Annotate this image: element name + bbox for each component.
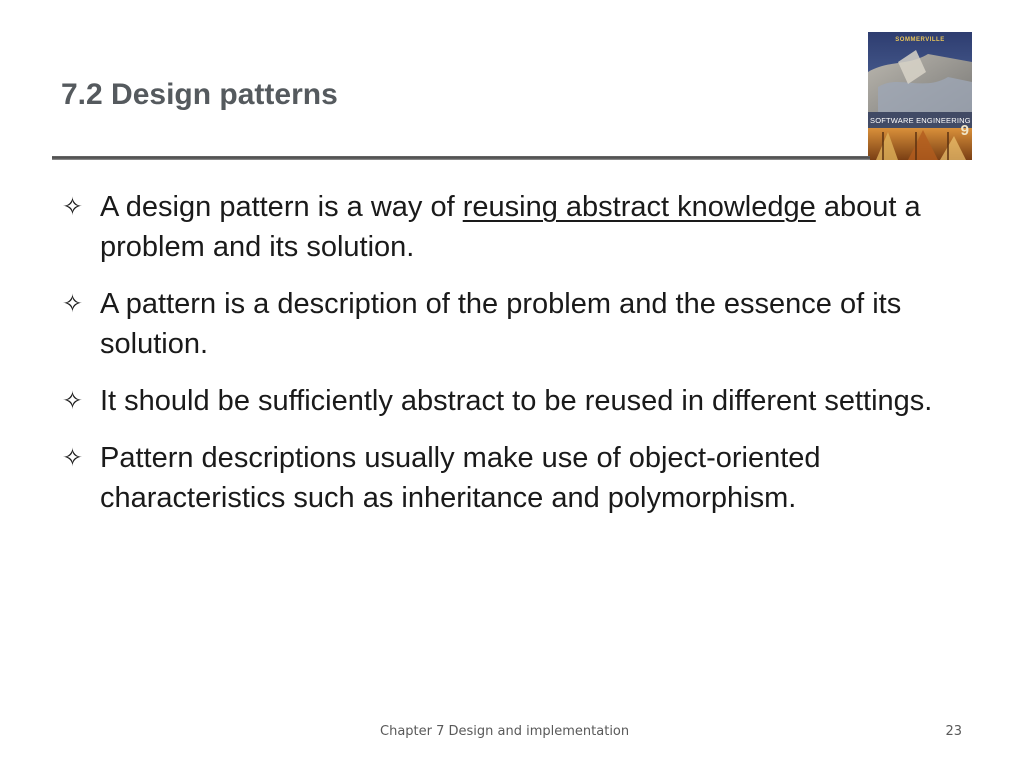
bullet-text-continued: about a problem and its solution. [100, 191, 921, 263]
book-cover-series: SOMMERVILLE [895, 37, 945, 43]
title-underline-rule [52, 156, 870, 160]
book-cover-art [868, 32, 972, 160]
four-pointed-star-icon: ✧ [62, 386, 83, 415]
slide-footer: Chapter 7 Design and implementation [380, 724, 630, 739]
book-cover-title: SOFTWARE ENGINEERING [870, 116, 971, 125]
bullet-text: It should be sufficiently abstract to be reused in different settings. [100, 385, 933, 417]
four-pointed-star-icon: ✧ [62, 192, 83, 221]
bullet-text: A design pattern is a way of [100, 191, 463, 223]
bullet-item [62, 381, 972, 421]
bullet-item [62, 187, 972, 267]
four-pointed-star-icon: ✧ [62, 443, 83, 472]
book-cover-image [868, 32, 972, 160]
bullet-text: Pattern descriptions usually make use of object-oriented characteristics such as inheritance and polymorphism. [100, 442, 821, 514]
four-pointed-star-icon: ✧ [62, 289, 83, 318]
page-number: 23 [945, 724, 962, 739]
bullet-text: A pattern is a description of the problem and the essence of its solution. [100, 288, 902, 360]
bullet-list [62, 187, 972, 535]
slide-title: 7.2 Design patterns [61, 78, 338, 111]
book-cover-edition: 9 [960, 122, 969, 139]
bullet-item [62, 284, 972, 364]
bullet-item [62, 438, 972, 518]
underlined-phrase: reusing abstract knowledge [462, 191, 816, 223]
